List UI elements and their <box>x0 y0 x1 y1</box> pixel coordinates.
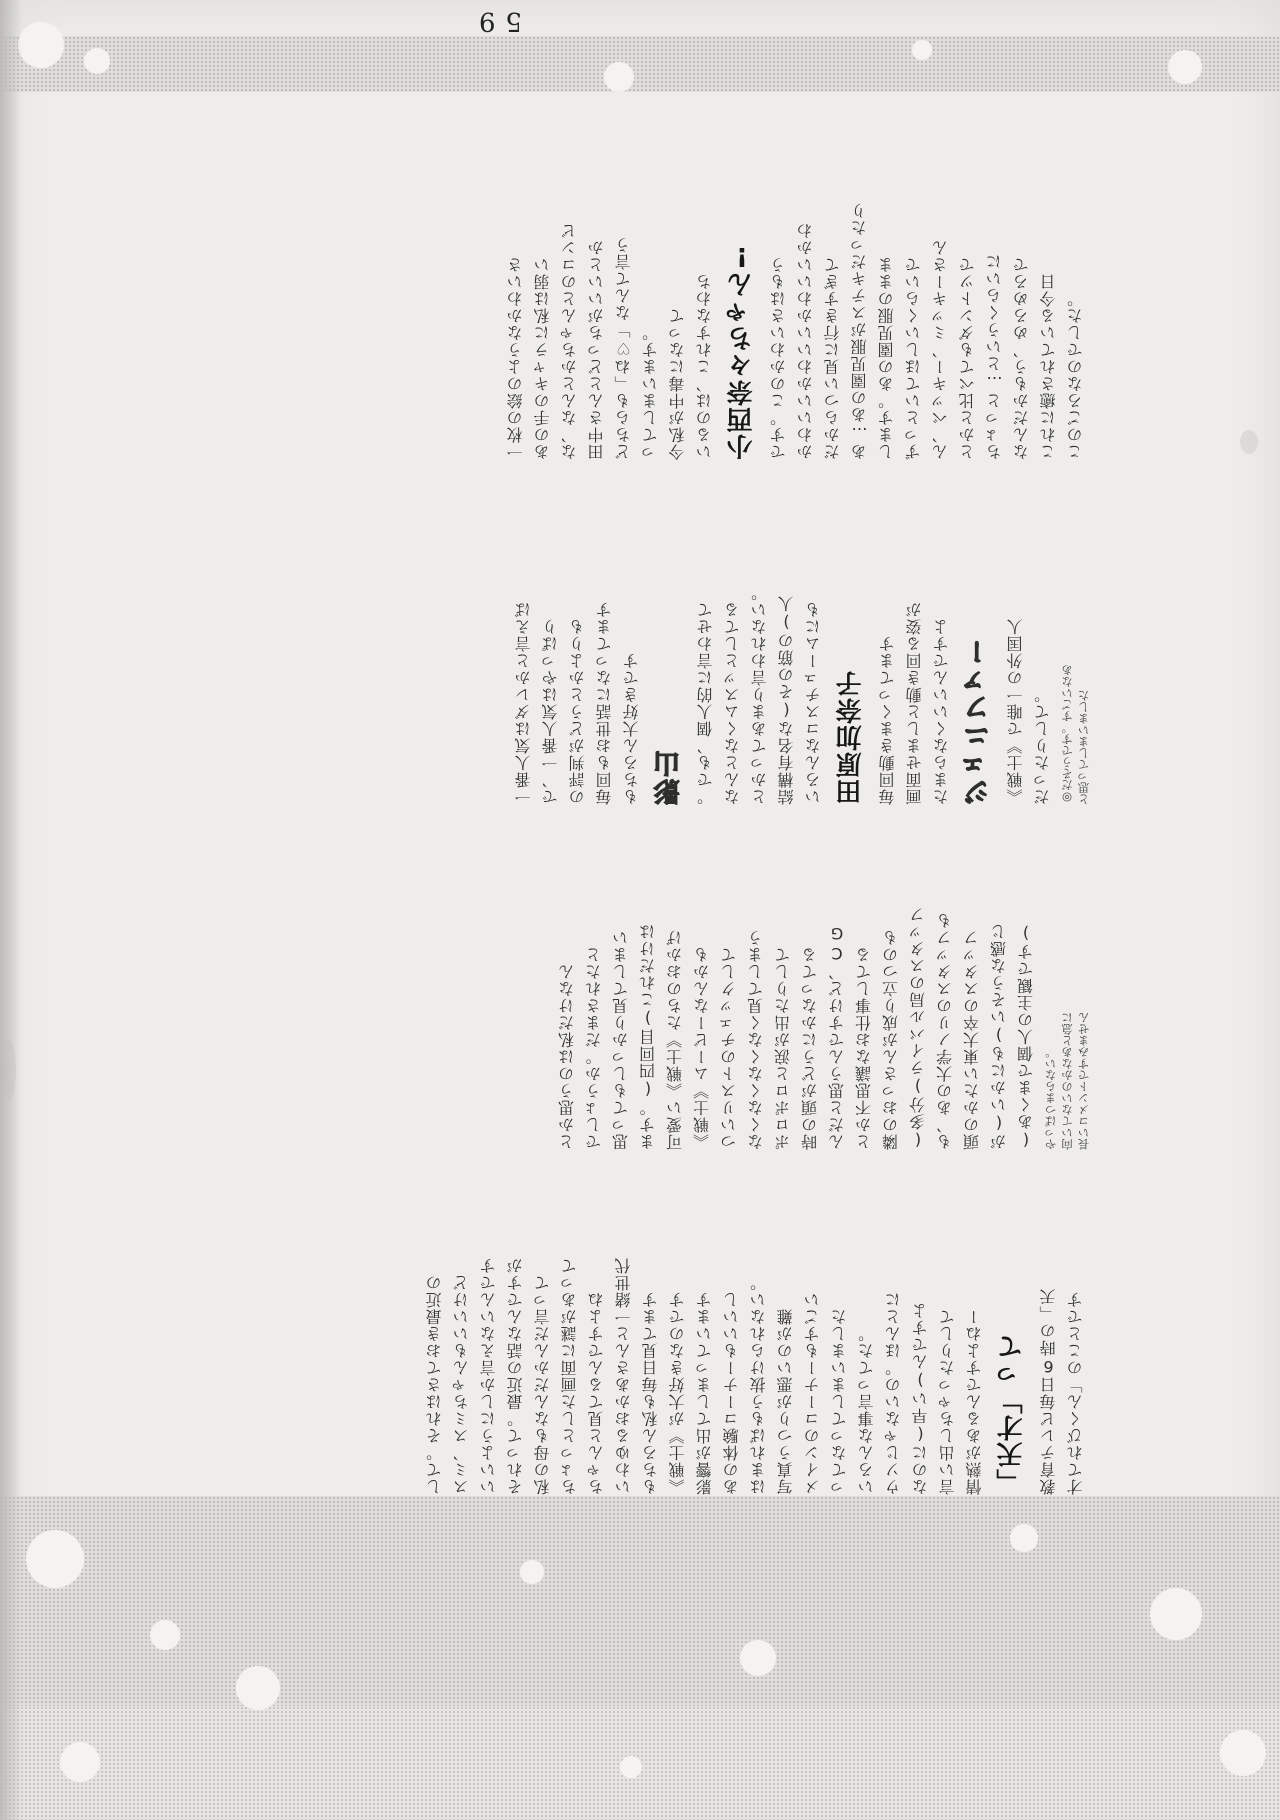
text-column: します。あの園児服のまま <box>877 256 896 460</box>
text-column: これに癒されている今日 <box>1039 273 1058 460</box>
text-column: はまればもう抜けられない。 <box>749 1274 768 1495</box>
text-column: 私の母もなんだかんだ言って <box>533 1274 552 1495</box>
text-column: いろんな事言ってた。 <box>857 1325 876 1495</box>
text-column: 毎回動きまくってます <box>878 635 897 805</box>
text-column: このごろなのでした。 <box>1066 290 1085 460</box>
text-column: いるのは、これすなわち <box>695 273 714 460</box>
margin-note-column: やっぱつまらない。 <box>1043 1046 1058 1150</box>
text-column: ちょっと…というくらいに <box>985 253 1004 460</box>
text-column: 一番人気はダレかと言えば <box>514 601 533 805</box>
text-column: あ…あの園児服がステキだったり <box>850 202 869 460</box>
margin-note-column: 向いてないのかなあと急に <box>1060 1012 1074 1150</box>
character-name-heading: 影山 <box>654 749 684 805</box>
text-column: 可愛い《戦士》たちのおかげ <box>665 929 685 1150</box>
text-column: だったりして。 <box>1033 686 1052 805</box>
text-column: 毎回もお世話になってます <box>595 601 614 805</box>
text-column: とかと比べてもダントツで <box>958 256 977 460</box>
text-column: なんとなくムスッとしてる <box>723 601 742 805</box>
text-column: で、一番人気はやっぱり <box>541 618 560 805</box>
character-name-heading: ジェニファー <box>964 637 994 805</box>
text-column: 田中さんとどっちがいいとか <box>587 239 606 460</box>
text-column: 影響が出てしまっています <box>695 1291 714 1495</box>
text-column: スミ、スミちゃんもいいけど <box>452 1274 471 1495</box>
text-column: 時の頭がどうにかなってる <box>800 946 820 1150</box>
text-column: とか思うのは私だけなん <box>557 963 577 1150</box>
text-column: 結構有名な(その筋の)人 <box>777 595 796 805</box>
text-column: とか不思議なお仕事してる <box>854 946 874 1150</box>
text-column: ウソじゃないの。ほんとに <box>884 1291 903 1495</box>
margin-note-column: 長いコメントですみません <box>1076 1012 1091 1150</box>
character-name-heading: 田原加奈子 <box>836 670 866 805</box>
text-column: かわいいかわいいかわいいかわ <box>796 222 815 460</box>
text-column: あの手のキャラに私は弱い <box>533 256 552 460</box>
margin-note-column: と思ってしまいました <box>1076 690 1091 805</box>
text-column: もちろん大好きです <box>622 652 641 805</box>
text-column: でしょうか。だまされたと <box>584 946 604 1150</box>
text-column: な、なんとかちゃんとのコンビ <box>560 222 579 460</box>
text-column: だからつい見に行きすぎて <box>823 256 842 460</box>
text-column: 画面せましと動き回る姿が <box>905 601 924 805</box>
text-band-4 <box>387 115 1280 460</box>
text-column: ます。(四回目)これだけは <box>638 923 658 1150</box>
text-column: メインのコーナーもすごい <box>803 1291 822 1495</box>
text-column: (多分)ライバル局のスタッフ <box>908 906 928 1150</box>
text-column: 《戦士》ムービーなんかも <box>692 946 712 1150</box>
text-column: 頭のかたい東大卒のスタッフ <box>962 929 982 1150</box>
text-area <box>0 115 1280 1495</box>
text-column: たまらなくいいんですよ <box>932 618 951 805</box>
text-column: 今私が中毒になって <box>668 307 687 460</box>
text-column: 写真うつりが悪いのが難 <box>776 1308 795 1495</box>
text-band-3 <box>395 460 1280 805</box>
text-column: ん、ベッキー、ミッキーさん <box>931 239 950 460</box>
text-column: 教育テレビ毎日6時の「天 <box>1039 1288 1058 1495</box>
text-column: 思ってもしっかり見てしまい <box>611 929 631 1150</box>
text-band-1 <box>306 1150 1280 1495</box>
text-column: ってしまいます。 <box>641 324 660 460</box>
text-column: の評判がどうとかよりも <box>568 618 587 805</box>
text-column: いいようにしか言えないんです <box>479 1257 498 1495</box>
text-column: ってなってしまいました <box>830 1308 849 1495</box>
character-name-heading: 小西奈々ちゃん! <box>727 240 757 460</box>
text-column: 隣のおっさんが成り立つのも <box>881 929 901 1150</box>
text-column: いわゆるおかあさんと一緒世代 <box>614 1257 633 1495</box>
text-column: んだと思うんですけど、CG <box>827 923 847 1150</box>
text-column: もちろん私も毎日見てます <box>641 1291 660 1495</box>
margin-note-column: ◎だそうです。すごいなあ <box>1060 664 1074 805</box>
text-column: (あくまで個人の主観です) <box>1016 923 1036 1150</box>
text-column: なのに(早い)んですよ <box>911 1302 930 1495</box>
text-column: 言い出しちゃったりして <box>938 1308 957 1495</box>
text-column: ついリストのチェックして <box>719 946 739 1150</box>
text-column: 情熱があるんですよねー <box>965 1308 984 1495</box>
text-column: どちらも「ね♡」なんて言う <box>614 236 633 460</box>
text-column: それって。最近の話なんですが <box>506 1257 525 1495</box>
text-column: 。でも、個人的に言わせて <box>696 601 715 805</box>
text-column: ずっといてほしいくらいで <box>904 256 923 460</box>
text-column: なくなくなくなく見てしまう <box>746 929 766 1150</box>
text-column: なんだかもう、めろめろで <box>1012 256 1031 460</box>
character-name-heading: 「天才」って <box>997 1333 1027 1495</box>
text-column: 一枚の絵のようなかわいさ <box>506 256 525 460</box>
text-column: が(いかにも)いそうな感じ <box>989 923 1009 1150</box>
text-column: ポロポロと涙が出たりして <box>773 946 793 1150</box>
text-column: あの体験コーナーもいいし <box>722 1291 741 1495</box>
text-column: いろんなコスチュームにも <box>804 601 823 805</box>
text-column: ちゃんと見てるんですよね <box>587 1291 606 1495</box>
text-column: ちょっとした画面に謎があって <box>560 1257 579 1495</box>
text-column: です。このかわいさはもう <box>769 256 788 460</box>
text-column: も、あの大学ノリのスタッフも <box>935 912 955 1150</box>
page-number: 59 <box>468 6 522 36</box>
text-column: 《戦士》が大好きなのです <box>668 1291 687 1495</box>
text-column: 才てれびくん」のことです <box>1066 1291 1085 1495</box>
text-band-2 <box>439 805 1280 1150</box>
text-column: 《戦士》で唯一の外国人 <box>1006 618 1025 805</box>
text-column: とかってあまり言われない。 <box>750 584 769 805</box>
text-column: して。それはさておき最近の <box>425 1274 444 1495</box>
